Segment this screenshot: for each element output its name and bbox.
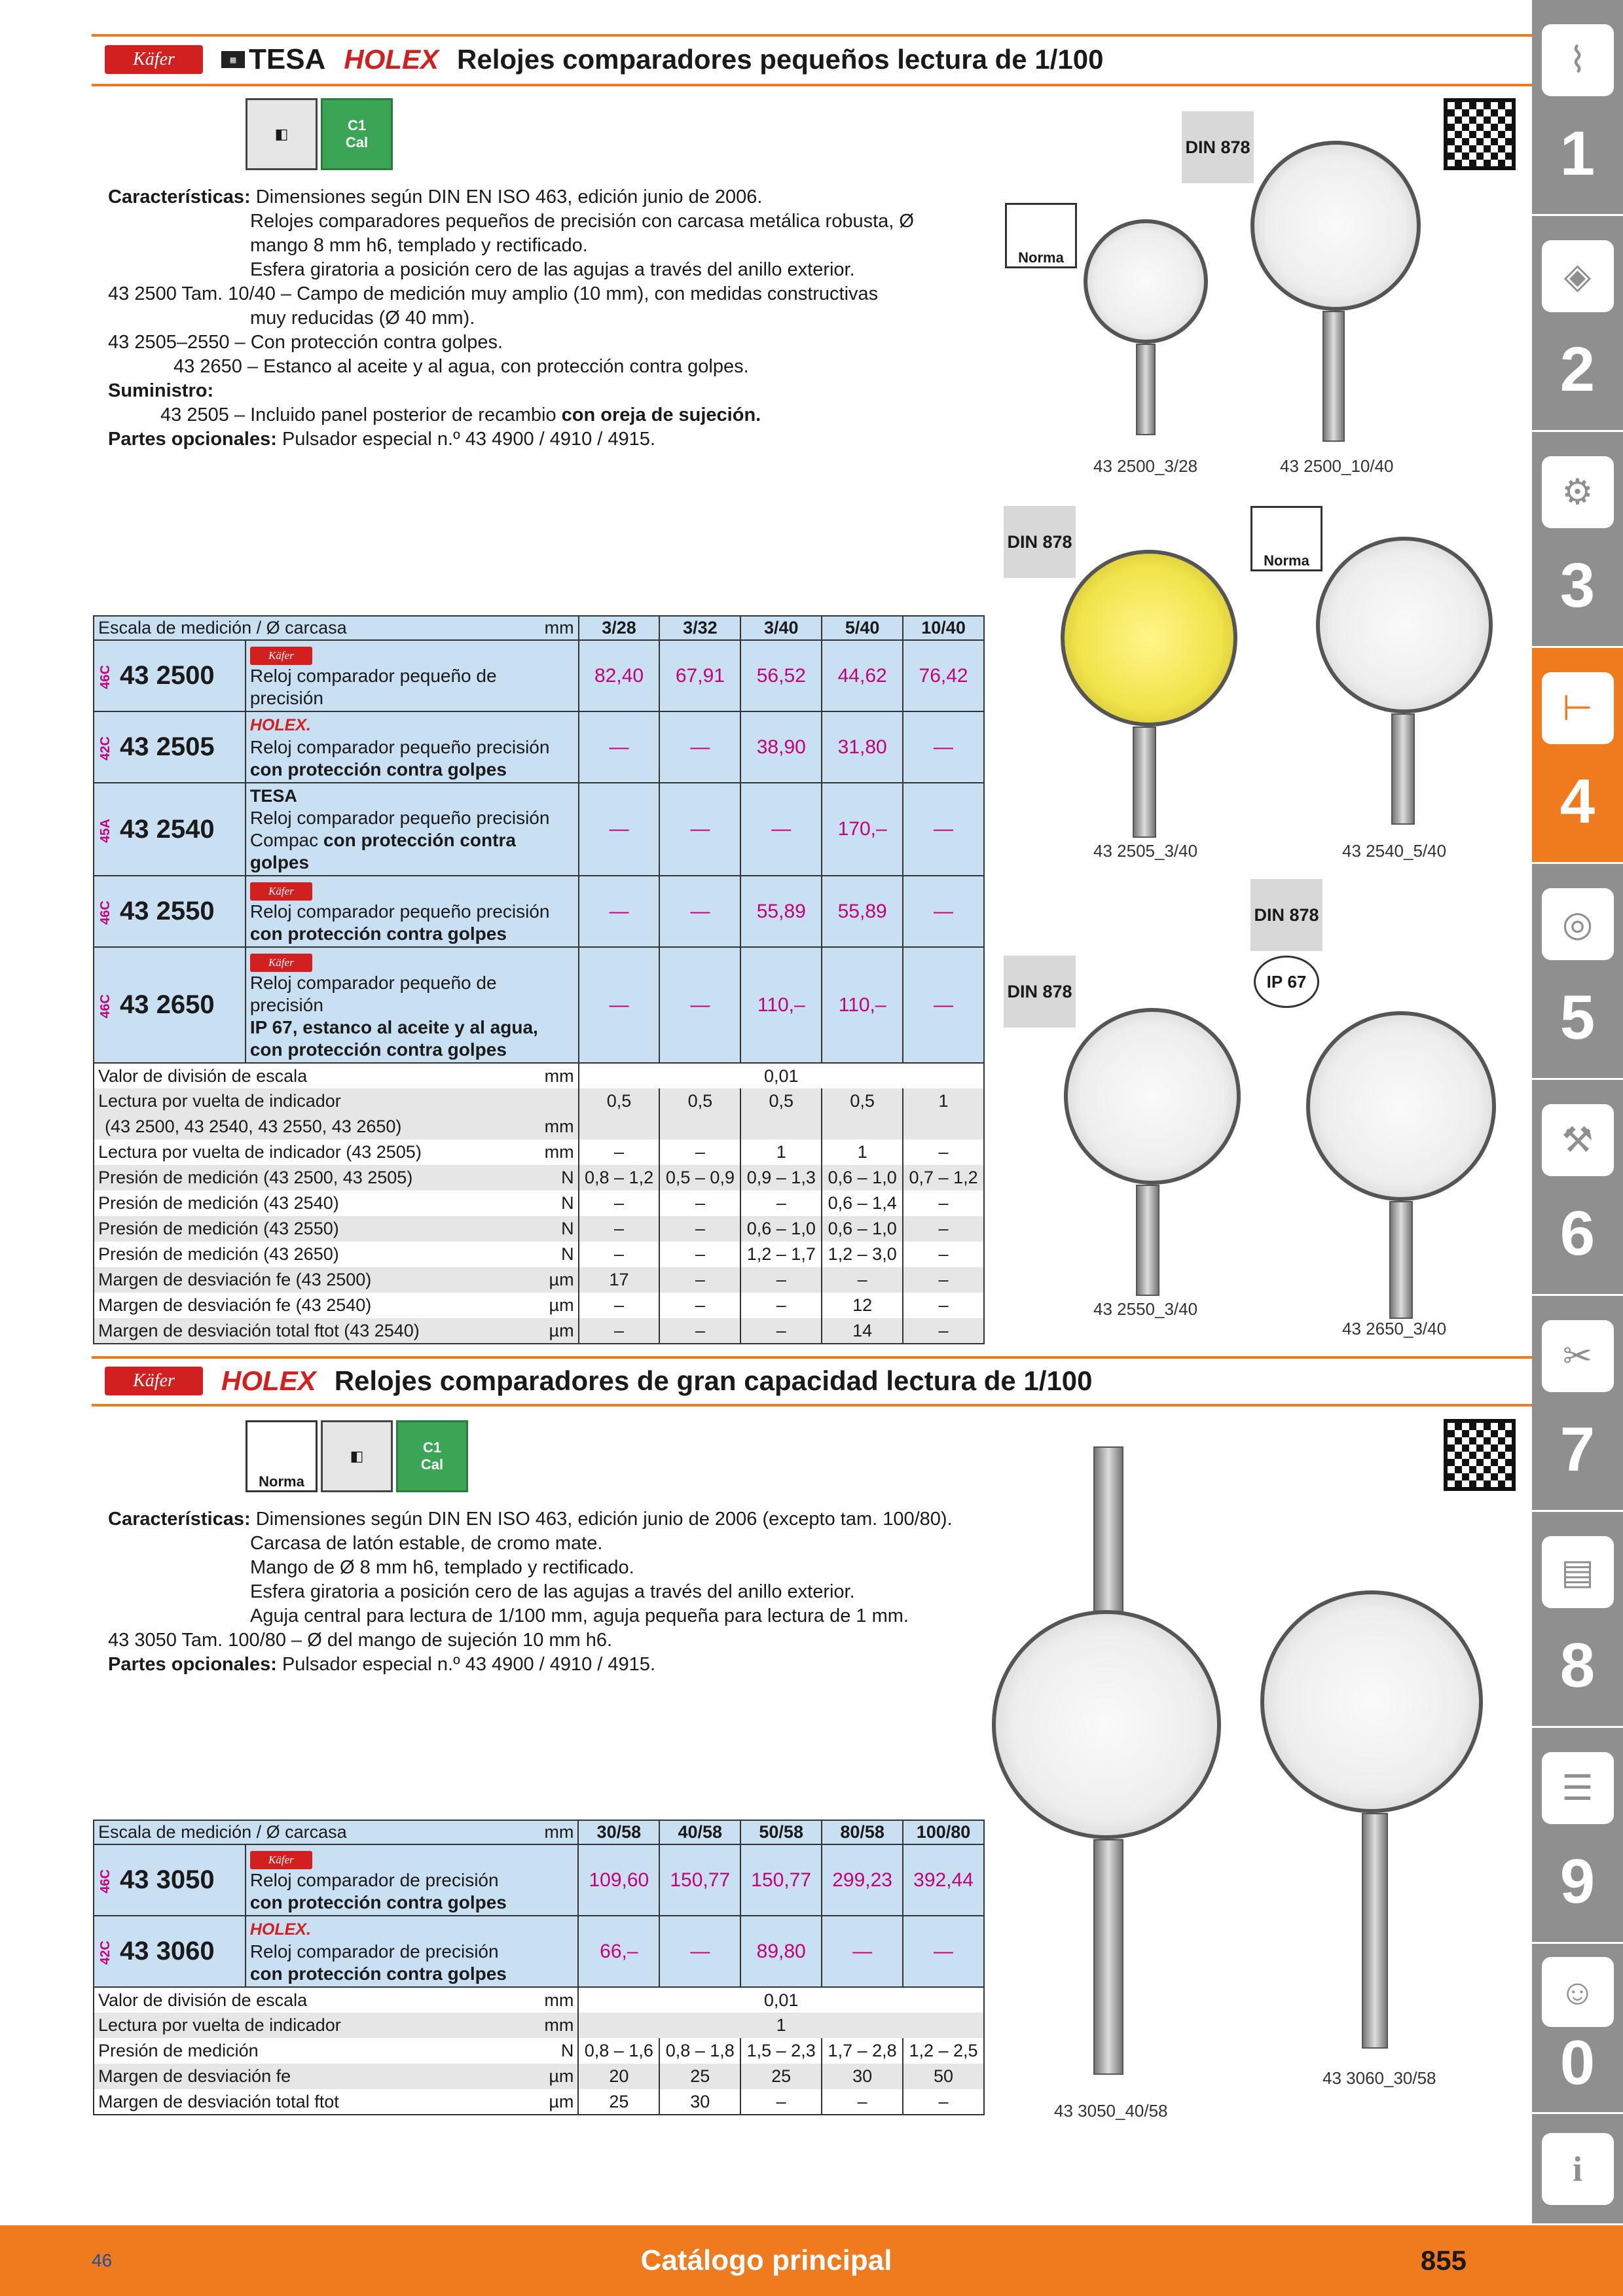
dial-gauge-image xyxy=(1316,537,1493,713)
pliers-icon: ✂ xyxy=(1542,1320,1614,1392)
din-878-badge: DIN 878 xyxy=(1004,956,1076,1028)
image-caption: 43 2505_3/40 xyxy=(1093,841,1198,861)
section2-description: Características: Dimensiones según DIN EN ISO 463, edición junio de 2006 (excepto tam. 100/80). Carcasa de latón estable, de cromo mate. Mango de Ø 8 mm h6, templado y rectificado. Esfera giratoria a posición cero de las agujas a través del anillo exterior. Aguja central para lectura de 1/100 mm, aguja pequeña para lectura de 1 mm. 43 3050 Tam. 100/80 – Ø del mango de sujeción 10 mm h6. Partes opcionales: Pulsador especial n.º 43 4900 / 4910 / 4915. xyxy=(108,1509,953,1675)
chapter-tab-0[interactable]: ☺ 0 xyxy=(1532,1944,1623,2114)
toolbox-icon: ▤ xyxy=(1542,1536,1614,1608)
section1-description: Características: Dimensiones según DIN EN ISO 463, edición junio de 2006. Relojes comparadores pequeños de precisión con carcasa metálica robusta, Ø mango 8 mm h6, templado y rectificado. Esfera giratoria a posición cero de las agujas a través del anillo exterior. 43 2500 Tam. 10/40 – Campo de medición muy amplio (10 mm), con medidas constructivas muy reducidas (Ø 40 mm). 43 2505–2550 – Con protección contra golpes. 43 2650 – Estanco al aceite y al agua, con protección contra golpes. Suministro: 43 2505 – Incluido panel posterior de recambio con oreja de sujeción. Partes opcionales: Pulsador especial n.º 43 4900 / 4910 / 4915. xyxy=(108,187,914,450)
norma-badge: Norma xyxy=(1005,203,1077,268)
footer-left-number: 46 xyxy=(92,2250,113,2270)
dial-gauge-image xyxy=(1306,1011,1496,1201)
chapter-tab-8[interactable]: ▤ 8 xyxy=(1532,1512,1623,1728)
section2-price-table xyxy=(93,1820,985,2115)
spec-row: Presión de medición N 0,8 – 1,6 0,8 – 1,8 1,5 – 2,3 1,7 – 2,8 1,2 – 2,5 xyxy=(94,2038,984,2064)
measuring-icon: ◧ xyxy=(246,98,318,170)
chuck-icon: ⚙ xyxy=(1542,456,1614,528)
image-caption: 43 2550_3/40 xyxy=(1093,1299,1198,1319)
holex-logo: HOLEX xyxy=(344,44,439,75)
chapter-tab-3[interactable]: ⚙ 3 xyxy=(1532,432,1623,648)
section1-title: Relojes comparadores pequeños lectura de 1/100 xyxy=(457,44,1104,75)
image-caption: 43 2650_3/40 xyxy=(1342,1319,1447,1338)
chapter-tab-2[interactable]: ◈ 2 xyxy=(1532,216,1623,432)
gauge-stem xyxy=(1093,1839,1123,2075)
image-caption: 43 3050_40/58 xyxy=(1054,2101,1168,2121)
gauge-stem xyxy=(1136,1185,1159,1296)
image-caption: 43 2500_3/28 xyxy=(1093,456,1198,476)
table-header-row: Escala de medición / Ø carcasa mm 3/28 3/32 3/40 5/40 10/40 xyxy=(94,616,984,640)
cabinet-icon: ☰ xyxy=(1542,1752,1614,1824)
qr-code[interactable] xyxy=(1444,98,1516,170)
norma-badge: Norma xyxy=(246,1420,318,1492)
table-row[interactable]: 42C 43 3060 HOLEX. Reloj comparador de precisión con protección contra golpes 66,– — 89,80 — — xyxy=(94,1916,984,1987)
wrench-icon: ⚒ xyxy=(1542,1104,1614,1176)
caliper-icon: ⊢ xyxy=(1542,672,1614,744)
spec-row: Margen de desviación fe (43 2500) µm 17 – – – – xyxy=(94,1267,984,1293)
image-caption: 43 2540_5/40 xyxy=(1342,841,1447,861)
spec-row: Presión de medición (43 2650) N – – 1,2 – 1,7 1,2 – 3,0 – xyxy=(94,1242,984,1267)
section1-price-table xyxy=(93,615,985,1344)
spec-row: Presión de medición (43 2540) N – – – 0,6 – 1,4 – xyxy=(94,1191,984,1216)
table-row[interactable]: 46C 43 2650 Käfer Reloj comparador pequeño de precisión IP 67, estanco al aceite y al agua, con protección contra golpes — — 110,– 110,– — xyxy=(94,947,984,1063)
tesa-logo: ▦ TESA xyxy=(221,43,325,76)
qr-code[interactable] xyxy=(1444,1419,1516,1491)
table-row[interactable]: 46C 43 2550 Käfer Reloj comparador pequeño precisión con protección contra golpes — — 55,89 55,89 — xyxy=(94,876,984,947)
gauge-stem xyxy=(1133,726,1156,838)
footer-title: Catálogo principal xyxy=(640,2244,892,2276)
spec-row: Margen de desviación fe µm 20 25 25 30 50 xyxy=(94,2064,984,2089)
norma-badge: Norma xyxy=(1250,506,1322,571)
gauge-stem xyxy=(1391,713,1415,825)
safety-gear-icon: ☺ xyxy=(1542,1957,1614,2027)
header-rule-bottom xyxy=(92,84,1532,86)
table-row[interactable]: 46C 43 2500 Käfer Reloj comparador pequeño de precisión 82,40 67,91 56,52 44,62 76,42 xyxy=(94,640,984,711)
drill-icon: ⌇ xyxy=(1542,24,1614,96)
image-caption: 43 3060_30/58 xyxy=(1322,2068,1436,2088)
chapter-tab-4[interactable]: ⊢ 4 xyxy=(1532,648,1623,864)
header-rule-bottom xyxy=(92,1404,1532,1407)
tesa-logo-icon: ▦ xyxy=(221,51,245,68)
section2-title: Relojes comparadores de gran capacidad lectura de 1/100 xyxy=(334,1365,1093,1396)
kafer-logo: Käfer xyxy=(105,1367,203,1395)
calibration-badge: C1 Cal xyxy=(321,98,393,170)
gauge-stem xyxy=(1389,1201,1413,1319)
chapter-tab-1[interactable]: ⌇ 1 xyxy=(1532,0,1623,216)
spec-row: Valor de división de escala mm 0,01 xyxy=(94,1063,984,1088)
chapter-tab-7[interactable]: ✂ 7 xyxy=(1532,1296,1623,1512)
spec-row: Valor de división de escala mm 0,01 xyxy=(94,1987,984,2013)
image-caption: 43 2500_10/40 xyxy=(1280,456,1394,476)
gauge-stem xyxy=(1322,311,1345,442)
spec-row: Presión de medición (43 2550) N – – 0,6 – 1,0 0,6 – 1,0 – xyxy=(94,1216,984,1242)
measuring-icon: ◧ xyxy=(321,1420,393,1492)
page-footer xyxy=(0,2225,1532,2296)
ip67-badge: IP 67 xyxy=(1254,956,1319,1008)
dial-gauge-image xyxy=(1250,141,1421,311)
chapter-tab-6[interactable]: ⚒ 6 xyxy=(1532,1080,1623,1296)
gauge-stem xyxy=(1362,1813,1388,2049)
din-878-badge: DIN 878 xyxy=(1004,506,1076,578)
page-number: 855 xyxy=(1420,2245,1467,2276)
dial-gauge-image xyxy=(1260,1590,1483,1813)
din-878-badge: DIN 878 xyxy=(1250,879,1322,951)
spec-row: Presión de medición (43 2500, 43 2505) N 0,8 – 1,2 0,5 – 0,9 0,9 – 1,3 0,6 – 1,0 0,7 – 1,2 xyxy=(94,1165,984,1191)
table-row[interactable]: 46C 43 3050 Käfer Reloj comparador de precisión con protección contra golpes 109,60 150,77 150,77 299,23 392,44 xyxy=(94,1844,984,1916)
spec-row: Margen de desviación total ftot (43 2540) µm – – – 14 – xyxy=(94,1318,984,1344)
spec-row: Margen de desviación total ftot µm 25 30 – – – xyxy=(94,2089,984,2115)
section2-header xyxy=(105,1358,1093,1404)
chapter-tab-5[interactable]: ◎ 5 xyxy=(1532,864,1623,1080)
chapter-tab-info[interactable] xyxy=(1532,2114,1623,2225)
kafer-logo: Käfer xyxy=(105,45,203,74)
spec-row: Lectura por vuelta de indicador (43 2505) mm – – 1 1 – xyxy=(94,1139,984,1165)
din-878-badge: DIN 878 xyxy=(1182,111,1254,183)
table-row[interactable]: 42C 43 2505 HOLEX. Reloj comparador pequeño precisión con protección contra golpes — — 38,90 31,80 — xyxy=(94,711,984,783)
table-header-row: Escala de medición / Ø carcasa mm 30/58 40/58 50/58 80/58 100/80 xyxy=(94,1820,984,1844)
spec-row: Lectura por vuelta de indicador mm 1 xyxy=(94,2013,984,2038)
spec-row: Lectura por vuelta de indicador 0,5 0,5 0,5 0,5 1 xyxy=(94,1088,984,1114)
footer-corner xyxy=(1532,2225,1623,2296)
insert-icon: ◈ xyxy=(1542,240,1614,312)
spec-row: (43 2500, 43 2540, 43 2550, 43 2650) mm xyxy=(94,1114,984,1139)
saw-blade-icon: ◎ xyxy=(1542,888,1614,960)
dial-gauge-image xyxy=(1084,219,1208,344)
dial-gauge-image xyxy=(1061,550,1237,726)
info-icon: i xyxy=(1542,2133,1614,2205)
chapter-tab-9[interactable]: ☰ 9 xyxy=(1532,1728,1623,1944)
section1-header xyxy=(105,37,1103,82)
dial-gauge-image xyxy=(1064,1008,1241,1185)
dial-gauge-image xyxy=(992,1610,1221,1839)
spec-row: Margen de desviación fe (43 2540) µm – – – 12 – xyxy=(94,1293,984,1318)
table-row[interactable]: 45A 43 2540 TESA Reloj comparador pequeño precisión Compac con protección contra golpes — — — 170,– — xyxy=(94,783,984,876)
calibration-badge: C1 Cal xyxy=(396,1420,468,1492)
gauge-stem xyxy=(1136,344,1156,435)
holex-logo: HOLEX xyxy=(221,1365,316,1396)
